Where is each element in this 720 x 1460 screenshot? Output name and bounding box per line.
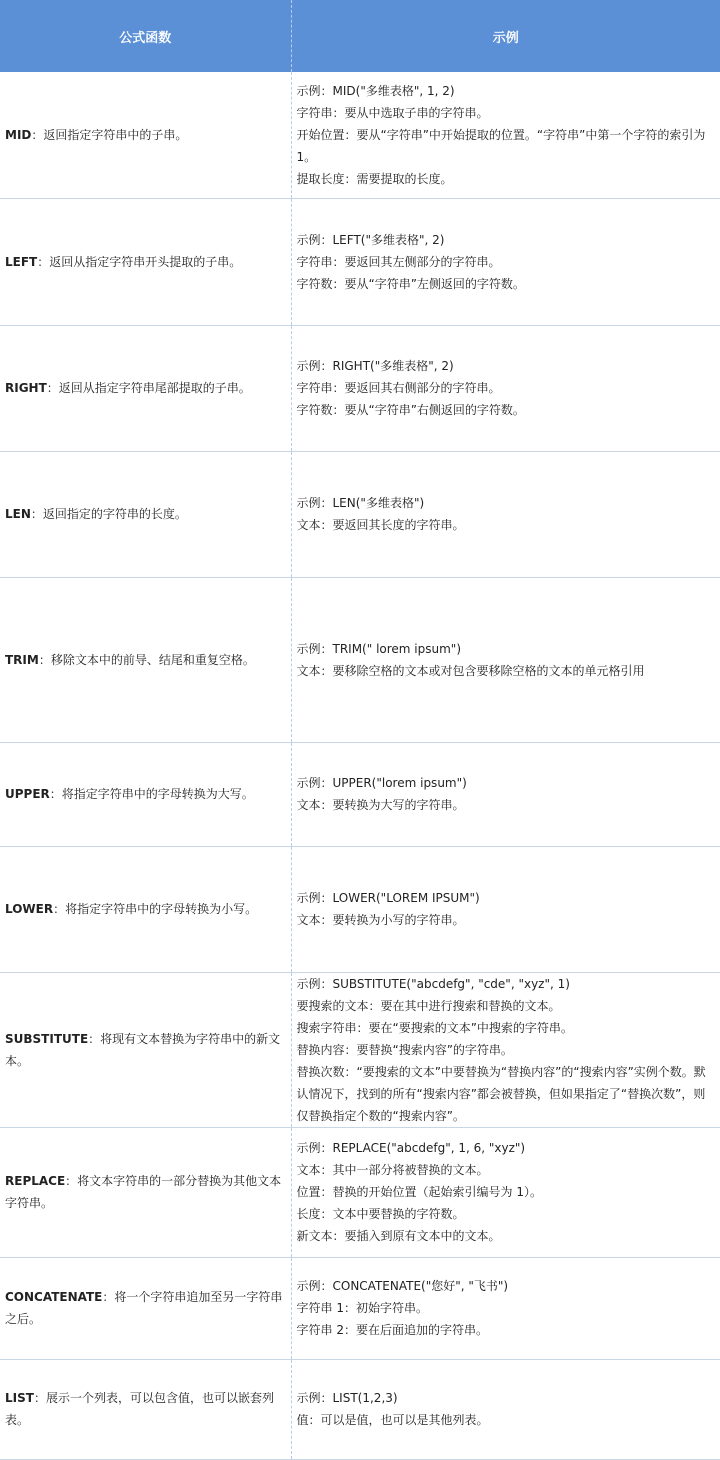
function-desc: ：返回指定的字符串的长度。 bbox=[30, 507, 187, 521]
function-name: TRIM bbox=[5, 652, 39, 667]
example-line: 替换内容：要替换“搜索内容”的字符串。 bbox=[296, 1042, 513, 1057]
table-row bbox=[0, 742, 720, 846]
example-cell bbox=[291, 742, 720, 846]
example-line: 要搜索的文本：要在其中进行搜索和替换的文本。 bbox=[296, 998, 561, 1013]
table-header-row bbox=[0, 0, 720, 72]
example-line: 示例：REPLACE("abcdefg", 1, 6, "xyz") bbox=[296, 1141, 526, 1155]
example-cell bbox=[291, 325, 720, 451]
example-cell bbox=[291, 972, 720, 1127]
function-name: SUBSTITUTE bbox=[5, 1031, 89, 1046]
example-line: 文本：要移除空格的文本或对包含要移除空格的文本的单元格引用 bbox=[296, 663, 645, 678]
example-line: 字符数：要从“字符串”左侧返回的字符数。 bbox=[296, 276, 525, 291]
example-line: 示例：LIST(1,2,3) bbox=[296, 1391, 398, 1405]
function-name: UPPER bbox=[5, 787, 50, 801]
example-line: 字符串 1：初始字符串。 bbox=[296, 1301, 428, 1315]
example-cell bbox=[291, 846, 720, 972]
function-cell bbox=[0, 325, 291, 451]
function-desc: ：将一个字符串追加至另一字符串之后。 bbox=[5, 1290, 283, 1326]
example-line: 开始位置：要从“字符串”中开始提取的位置。“字符串”中第一个字符的索引为 1。 bbox=[296, 127, 706, 164]
example-line: 位置：替换的开始位置（起始索引编号为 1）。 bbox=[296, 1185, 542, 1199]
function-cell bbox=[0, 198, 291, 325]
example-line: 字符串：要从中选取子串的字符串。 bbox=[296, 105, 489, 120]
function-desc: ：将文本字符串的一部分替换为其他文本字符串。 bbox=[5, 1174, 282, 1210]
table-row bbox=[0, 1257, 720, 1359]
table-row bbox=[0, 972, 720, 1127]
table-body bbox=[0, 72, 720, 1459]
example-line: 字符串：要返回其右侧部分的字符串。 bbox=[296, 381, 501, 395]
example-line: 示例：LEN("多维表格") bbox=[296, 496, 425, 510]
example-line: 示例：SUBSTITUTE("abcdefg", "cde", "xyz", 1) bbox=[296, 976, 570, 991]
table-row bbox=[0, 577, 720, 742]
example-line: 字符串 2：要在后面追加的字符串。 bbox=[296, 1323, 488, 1337]
function-cell bbox=[0, 1127, 291, 1257]
table-row bbox=[0, 72, 720, 198]
example-cell bbox=[291, 1257, 720, 1359]
table-row bbox=[0, 1127, 720, 1257]
table-row bbox=[0, 451, 720, 577]
function-name: LOWER bbox=[5, 902, 54, 916]
example-line: 文本：其中一部分将被替换的文本。 bbox=[296, 1163, 489, 1177]
function-cell bbox=[0, 1359, 291, 1459]
table-row bbox=[0, 1359, 720, 1459]
header-example: 示例 bbox=[291, 0, 720, 72]
example-line: 搜索字符串：要在“要搜索的文本”中搜索的字符串。 bbox=[296, 1020, 573, 1035]
function-cell bbox=[0, 742, 291, 846]
example-line: 示例：UPPER("lorem ipsum") bbox=[296, 776, 467, 790]
example-line: 提取长度：需要提取的长度。 bbox=[296, 171, 453, 186]
table-row bbox=[0, 325, 720, 451]
example-line: 长度：文本中要替换的字符数。 bbox=[296, 1207, 465, 1221]
function-cell bbox=[0, 451, 291, 577]
header-formula-function: 公式函数 bbox=[0, 0, 291, 72]
function-name: CONCATENATE bbox=[5, 1290, 103, 1304]
function-desc: ：将现有文本替换为字符串中的新文本。 bbox=[5, 1031, 281, 1068]
function-cell bbox=[0, 846, 291, 972]
function-desc: ：展示一个列表，可以包含值，也可以嵌套列表。 bbox=[5, 1391, 274, 1427]
example-line: 文本：要转换为大写的字符串。 bbox=[296, 798, 465, 812]
function-name: MID bbox=[5, 127, 32, 142]
example-cell bbox=[291, 1359, 720, 1459]
function-cell bbox=[0, 577, 291, 742]
function-desc: ：返回指定字符串中的子串。 bbox=[31, 127, 188, 142]
example-line: 示例：LOWER("LOREM IPSUM") bbox=[296, 891, 480, 905]
table-row bbox=[0, 198, 720, 325]
function-name: LIST bbox=[5, 1391, 34, 1405]
example-line: 文本：要返回其长度的字符串。 bbox=[296, 518, 465, 532]
function-name: RIGHT bbox=[5, 381, 47, 395]
function-cell bbox=[0, 1257, 291, 1359]
example-line: 示例：MID("多维表格", 1, 2) bbox=[296, 83, 455, 98]
function-name: LEFT bbox=[5, 254, 38, 269]
example-line: 值：可以是值，也可以是其他列表。 bbox=[296, 1413, 489, 1427]
example-cell bbox=[291, 1127, 720, 1257]
example-line: 新文本：要插入到原有文本中的文本。 bbox=[296, 1229, 501, 1243]
function-desc: ：返回从指定字符串开头提取的子串。 bbox=[37, 254, 242, 269]
example-line: 示例：LEFT("多维表格", 2) bbox=[296, 232, 445, 247]
function-name: REPLACE bbox=[5, 1174, 66, 1188]
example-cell bbox=[291, 198, 720, 325]
table-row bbox=[0, 846, 720, 972]
function-cell bbox=[0, 72, 291, 198]
example-line: 文本：要转换为小写的字符串。 bbox=[296, 913, 465, 927]
function-desc: ：返回从指定字符串尾部提取的子串。 bbox=[46, 381, 251, 395]
example-line: 替换次数：“要搜索的文本”中要替换为“替换内容”的“搜索内容”实例个数。默认情况下，找到的所有“搜索内容”都会被替换，但如果指定了“替换次数”，则仅替换指定个数的“搜索内容”。 bbox=[296, 1064, 706, 1123]
function-desc: ：移除文本中的前导、结尾和重复空格。 bbox=[38, 652, 255, 667]
example-line: 字符串：要返回其左侧部分的字符串。 bbox=[296, 254, 501, 269]
function-desc: ：将指定字符串中的字母转换为小写。 bbox=[53, 902, 258, 916]
example-line: 示例：CONCATENATE("您好", "飞书") bbox=[296, 1279, 509, 1293]
example-line: 示例：TRIM(" lorem ipsum") bbox=[296, 641, 462, 656]
example-cell bbox=[291, 72, 720, 198]
function-cell bbox=[0, 972, 291, 1127]
example-line: 字符数：要从“字符串”右侧返回的字符数。 bbox=[296, 403, 525, 417]
example-line: 示例：RIGHT("多维表格", 2) bbox=[296, 359, 454, 373]
function-desc: ：将指定字符串中的字母转换为大写。 bbox=[49, 787, 254, 801]
function-name: LEN bbox=[5, 507, 31, 521]
example-cell bbox=[291, 577, 720, 742]
example-cell bbox=[291, 451, 720, 577]
